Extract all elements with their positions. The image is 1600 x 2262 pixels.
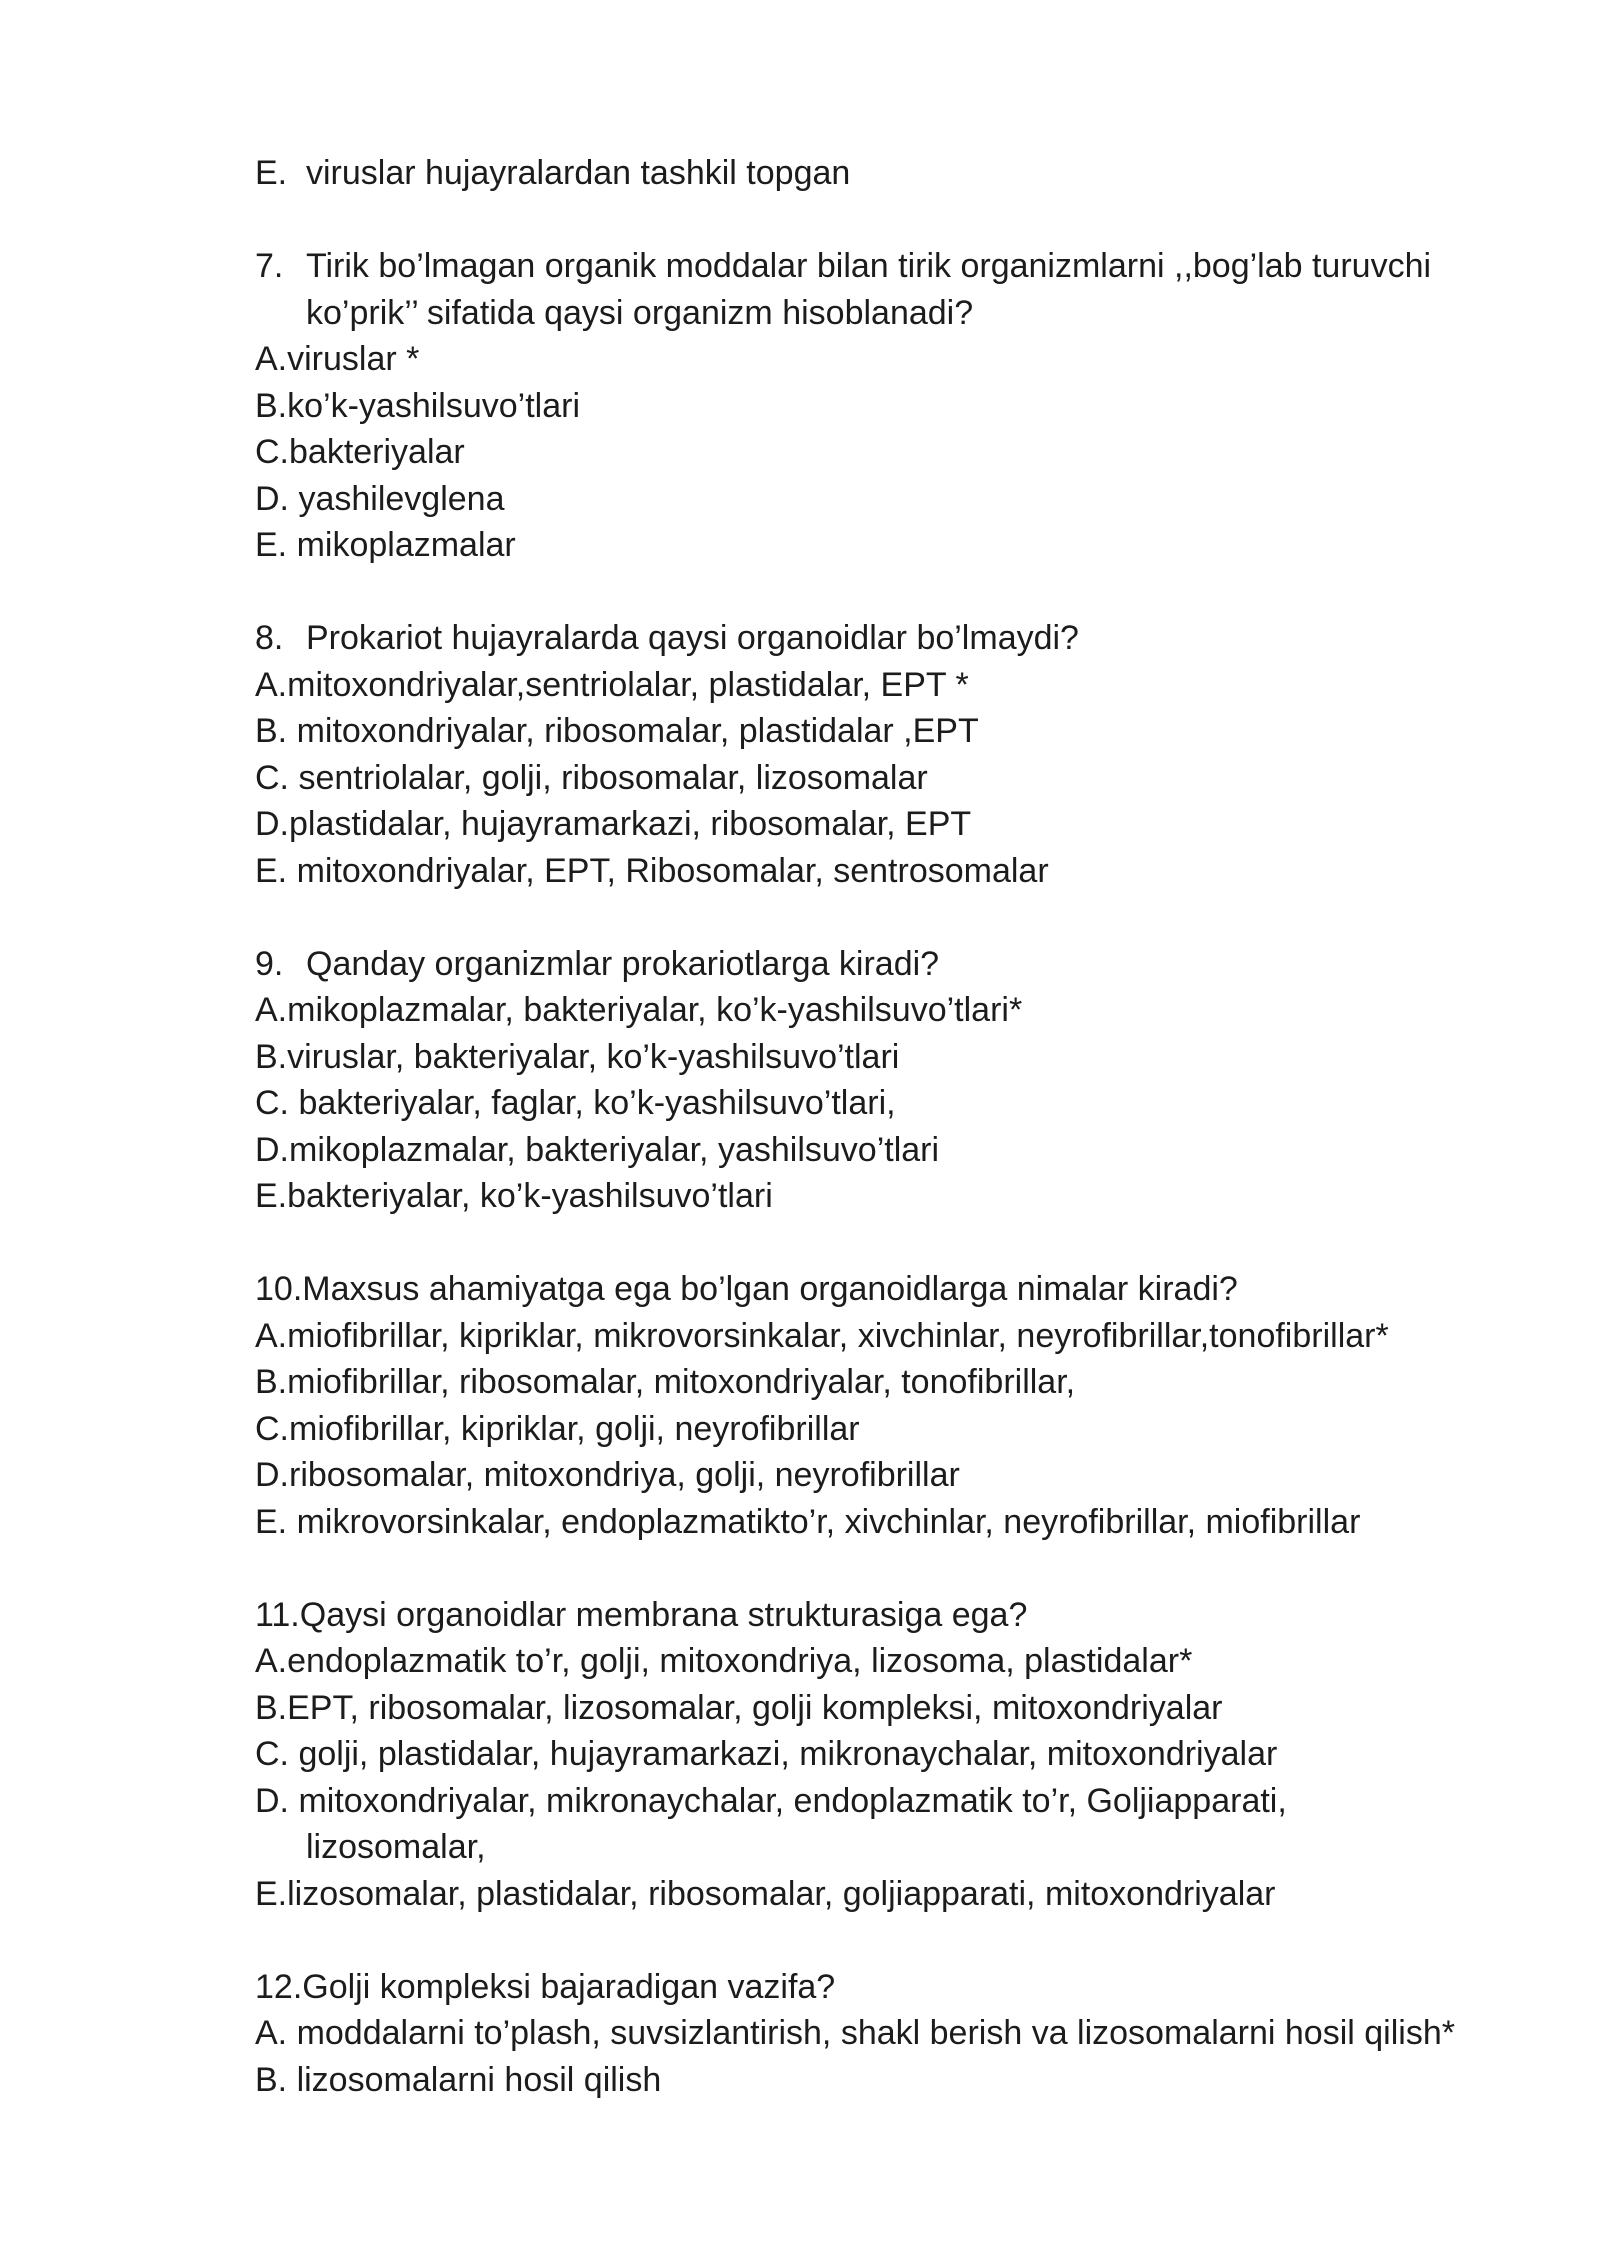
question-text: Maxsus ahamiyatga ega bo’lgan organoidlarga nimalar kiradi? (302, 1270, 1238, 1308)
question-text: Qaysi organoidlar membrana strukturasiga ega? (299, 1595, 1028, 1634)
option-a: A.mikoplazmalar, bakteriyalar, ko’k-yashilsuvo’tlari* (255, 991, 1023, 1029)
option-e: E.bakteriyalar, ko’k-yashilsuvo’tlari (255, 1177, 773, 1215)
question-9 (255, 941, 1515, 1220)
option-b: B.ko’k-yashilsuvo’tlari (255, 386, 580, 425)
question-number: 8. (255, 619, 284, 657)
option-c: C.bakteriyalar (255, 433, 465, 471)
question-7 (255, 243, 1515, 569)
question-number: 11. (255, 1595, 300, 1634)
question-text: Prokariot hujayralarda qaysi organoidlar bo’lmaydi? (306, 619, 1079, 657)
question-text: Qanday organizmlar prokariotlarga kiradi? (306, 944, 940, 983)
option-e: E.lizosomalar, plastidalar, ribosomalar, goljiapparati, mitoxondriyalar (255, 1874, 1276, 1913)
option-a: A. moddalarni to’plash, suvsizlantirish, shakl berish va lizosomalarni hosil qilish* (255, 2014, 1455, 2052)
option-a: A.miofibrillar, kipriklar, mikrovorsinkalar, xivchinlar, neyrofibrillar,tonofibrillar* (255, 1316, 1389, 1355)
option-d: D.plastidalar, hujayramarkazi, ribosomalar, EPT (255, 805, 972, 843)
question-stem (255, 243, 1515, 336)
document-page (255, 150, 1515, 2103)
option-d: D.ribosomalar, mitoxondriya, golji, neyrofibrillar (255, 1456, 960, 1494)
spacer (255, 894, 1515, 941)
question-10 (255, 1266, 1515, 1545)
spacer (255, 197, 1515, 244)
option-e-carryover (255, 150, 1515, 197)
question-text: Golji kompleksi bajaradigan vazifa? (302, 1967, 836, 2006)
spacer (255, 1220, 1515, 1267)
question-stem (255, 1592, 1515, 1639)
option-c: C. sentriolalar, golji, ribosomalar, lizosomalar (255, 758, 928, 797)
spacer (255, 569, 1515, 616)
question-stem (255, 1266, 1515, 1313)
question-text: Tirik bo’lmagan organik moddalar bilan tirik organizmlarni ,,bog’lab turuvchi ko’prik’’ sifatida qaysi organizm hisoblanadi? (306, 247, 1432, 332)
option-label: E. (255, 154, 288, 192)
option-c: C. golji, plastidalar, hujayramarkazi, mikronaychalar, mitoxondriyalar (255, 1735, 1278, 1773)
option-b: B.EPT, ribosomalar, lizosomalar, golji kompleksi, mitoxondriyalar (255, 1688, 1223, 1727)
spacer (255, 1917, 1515, 1964)
question-number: 7. (255, 247, 284, 285)
question-number: 10. (255, 1270, 303, 1308)
option-d: D. mitoxondriyalar, mikronaychalar, endoplazmatik to’r, Goljiapparati, lizosomalar, (255, 1781, 1287, 1866)
option-e: E. mitoxondriyalar, EPT, Ribosomalar, sentrosomalar (255, 851, 1049, 890)
option-a: A.mitoxondriyalar,sentriolalar, plastidalar, EPT * (255, 665, 969, 704)
option-e: E. mikoplazmalar (255, 526, 516, 564)
question-8 (255, 615, 1515, 894)
option-e: E. mikrovorsinkalar, endoplazmatikto’r, xivchinlar, neyrofibrillar, miofibrillar (255, 1502, 1361, 1541)
option-d: D. yashilevglena (255, 479, 505, 518)
option-text: viruslar hujayralardan tashkil topgan (306, 154, 851, 192)
question-stem (255, 1964, 1515, 2011)
option-b: B.miofibrillar, ribosomalar, mitoxondriyalar, tonofibrillar, (255, 1363, 1076, 1401)
option-c: C. bakteriyalar, faglar, ko’k-yashilsuvo’tlari, (255, 1084, 896, 1122)
question-number: 12. (255, 1967, 303, 2006)
option-c: C.miofibrillar, kipriklar, golji, neyrofibrillar (255, 1409, 860, 1448)
option-b: B. lizosomalarni hosil qilish (255, 2060, 662, 2099)
question-12 (255, 1964, 1515, 2104)
option-a: A.viruslar * (255, 340, 420, 378)
question-stem (255, 615, 1515, 662)
option-a: A.endoplazmatik to’r, golji, mitoxondriya, lizosoma, plastidalar* (255, 1642, 1193, 1680)
spacer (255, 1545, 1515, 1592)
option-b: B.viruslar, bakteriyalar, ko’k-yashilsuvo’tlari (255, 1037, 900, 1076)
option-b: B. mitoxondriyalar, ribosomalar, plastidalar ,EPT (255, 712, 979, 750)
question-stem (255, 941, 1515, 988)
option-d: D.mikoplazmalar, bakteriyalar, yashilsuvo’tlari (255, 1130, 940, 1169)
question-11 (255, 1592, 1515, 1918)
question-number: 9. (255, 944, 284, 983)
